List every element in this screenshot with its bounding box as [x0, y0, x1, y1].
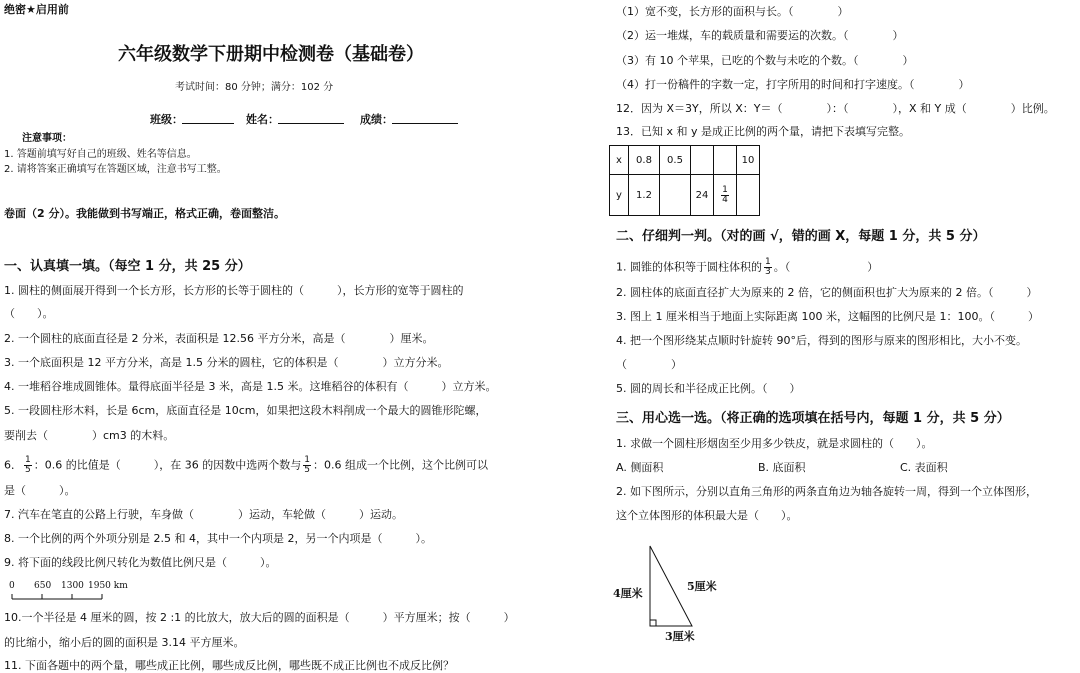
question-8: 8. 一个比例的两个外项分别是 2.5 和 4，其中一个内项是 2，另一个内项是（ ）。 [4, 532, 432, 545]
table-cell: x [610, 146, 629, 175]
page-title: 六年级数学下册期中检测卷（基础卷） [118, 44, 424, 65]
section1-heading: 一、认真填一填。（每空 1 分，共 25 分） [4, 259, 251, 274]
judge-3: 3. 图上 1 厘米相当于地面上实际距离 100 米，这幅图的比例尺是 1：100。（ ） [616, 310, 1039, 323]
table-row [610, 146, 760, 175]
table-cell [714, 146, 737, 175]
sub-question-2: （2）运一堆煤，车的载质量和需要运的次数。（ ） [616, 29, 904, 42]
table-cell: y [610, 175, 629, 216]
question-6b: 是（ ）。 [4, 484, 76, 497]
choice-option-c: C. 表面积 [900, 461, 948, 474]
xy-table [609, 145, 760, 216]
q6-prefix: 6． [4, 458, 22, 472]
triangle-label-height: 4厘米 [613, 587, 643, 600]
choice-option-a: A. 侧面积 [616, 461, 664, 474]
table-cell: 1.2 [629, 175, 660, 216]
sub-question-3: （3）有 10 个苹果，已吃的个数与未吃的个数。（ ） [616, 54, 914, 67]
sub-question-4: （4）打一份稿件的字数一定，打字所用的时间和打字速度。（ ） [616, 78, 970, 91]
fraction: $\frac{1}{4}$ [722, 184, 728, 205]
note-item: 2. 请将答案正确填写在答题区域，注意书写工整。 [4, 164, 227, 175]
question-1a: 1. 圆柱的侧面展开得到一个长方形，长方形的长等于圆柱的（ ），长方形的宽等于圆柱的 [4, 284, 464, 297]
judge-4b: （ ） [616, 358, 682, 371]
scale-label: 0 [9, 581, 15, 591]
choice-2b: 这个立体图形的体积最大是（ ）。 [616, 509, 798, 522]
question-2: 2. 一个圆柱的底面直径是 2 分米，表面积是 12.56 平方分米，高是（ ）厘米。 [4, 332, 434, 345]
fraction: $\frac{1}{3}$ [765, 257, 771, 277]
question-4: 4. 一堆稻谷堆成圆锥体。量得底面半径是 3 米，高是 1.5 米。这堆稻谷的体积有（ ）立方米。 [4, 380, 497, 393]
table-row [610, 175, 760, 216]
judge-4a: 4. 把一个图形绕某点顺时针旋转 90°后，得到的图形与原来的图形相比，大小不变。 [616, 334, 1027, 347]
fraction: $\frac{1}{5}$ [25, 455, 31, 475]
table-cell: 10 [737, 146, 760, 175]
note-item: 1. 答题前填写好自己的班级、姓名等信息。 [4, 149, 197, 160]
table-cell: 0.8 [629, 146, 660, 175]
question-5b: 要削去（ ）cm3 的木料。 [4, 429, 175, 442]
q6-text2: ：0.6 组成一个比例，这个比例可以 [312, 458, 488, 472]
choice-1: 1. 求做一个圆柱形烟囱至少用多少铁皮，就是求圆柱的（ ）。 [616, 437, 933, 450]
triangle-label-hypotenuse: 5厘米 [687, 580, 717, 593]
table-cell [714, 175, 737, 216]
table-cell [691, 146, 714, 175]
table-cell: 0.5 [660, 146, 691, 175]
question-10a: 10.一个半径是 4 厘米的圆，按 2 :1 的比放大，放大后的圆的面积是（ ）平方厘米；按（ ） [4, 611, 515, 624]
score-label: 成绩： [360, 113, 393, 126]
choice-option-b: B. 底面积 [758, 461, 806, 474]
choice-2a: 2. 如下图所示，分别以直角三角形的两条直角边为轴各旋转一周，得到一个立体图形， [616, 485, 1037, 498]
question-12: 12．因为 X＝3Y，所以 X：Y＝（ ）：（ ），X 和 Y 成（ ）比例。 [616, 102, 1055, 115]
judge-2: 2. 圆柱体的底面直径扩大为原来的 2 倍，它的侧面积也扩大为原来的 2 倍。（ ） [616, 286, 1038, 299]
question-9: 9. 将下面的线段比例尺转化为数值比例尺是（ ）。 [4, 556, 277, 569]
question-11: 11. 下面各题中的两个量，哪些成正比例，哪些成反比例，哪些既不成正比例也不成反比例？ [4, 659, 454, 672]
secret-label: 绝密★启用前 [4, 3, 69, 16]
scale-label: 1300 [61, 581, 84, 591]
line-scale [8, 592, 118, 602]
judge-1 [616, 258, 878, 277]
question-6a [4, 456, 488, 475]
question-13: 13．已知 x 和 y 是成正比例的两个量，请把下表填写完整。 [616, 125, 911, 138]
question-7: 7. 汽车在笔直的公路上行驶，车身做（ ）运动，车轮做（ ）运动。 [4, 508, 403, 521]
table-cell [737, 175, 760, 216]
triangle-label-base: 3厘米 [665, 630, 695, 643]
judge-5: 5. 圆的周长和半径成正比例。（ ） [616, 382, 801, 395]
class-label: 班级： [150, 113, 183, 126]
judge-1-suffix: 。（ ） [773, 260, 879, 274]
neatness-line: 卷面（2 分）。我能做到书写端正，格式正确，卷面整洁。 [4, 207, 285, 220]
question-1b: （ ）。 [4, 307, 54, 320]
q6-text1: ：0.6 的比值是（ ），在 36 的因数中选两个数与 [33, 458, 302, 472]
question-5a: 5. 一段圆柱形木料，长是 6cm，底面直径是 10cm，如果把这段木料削成一个最大的圆锥形陀螺， [4, 404, 487, 417]
section2-heading: 二、仔细判一判。（对的画 √，错的画 X，每题 1 分，共 5 分） [616, 229, 986, 244]
name-label: 姓名： [246, 113, 279, 126]
question-3: 3. 一个底面积是 12 平方分米，高是 1.5 分米的圆柱，它的体积是（ ）立方分米。 [4, 356, 449, 369]
notes-heading: 注意事项： [22, 133, 72, 144]
judge-1-text: 1. 圆锥的体积等于圆柱体积的 [616, 260, 762, 274]
exam-info: 考试时间：80 分钟；满分：102 分 [175, 82, 334, 93]
score-field[interactable] [392, 123, 458, 124]
table-cell [660, 175, 691, 216]
scale-label: 650 [34, 581, 52, 591]
class-field[interactable] [182, 123, 234, 124]
fraction: $\frac{1}{5}$ [304, 455, 310, 475]
section3-heading: 三、用心选一选。（将正确的选项填在括号内，每题 1 分，共 5 分） [616, 411, 1010, 426]
question-10b: 的比缩小，缩小后的圆的面积是 3.14 平方厘米。 [4, 636, 245, 649]
scale-label: 1950 km [88, 581, 128, 591]
sub-question-1: （1）宽不变，长方形的面积与长。（ ） [616, 5, 849, 18]
name-field[interactable] [278, 123, 344, 124]
table-cell: 24 [691, 175, 714, 216]
